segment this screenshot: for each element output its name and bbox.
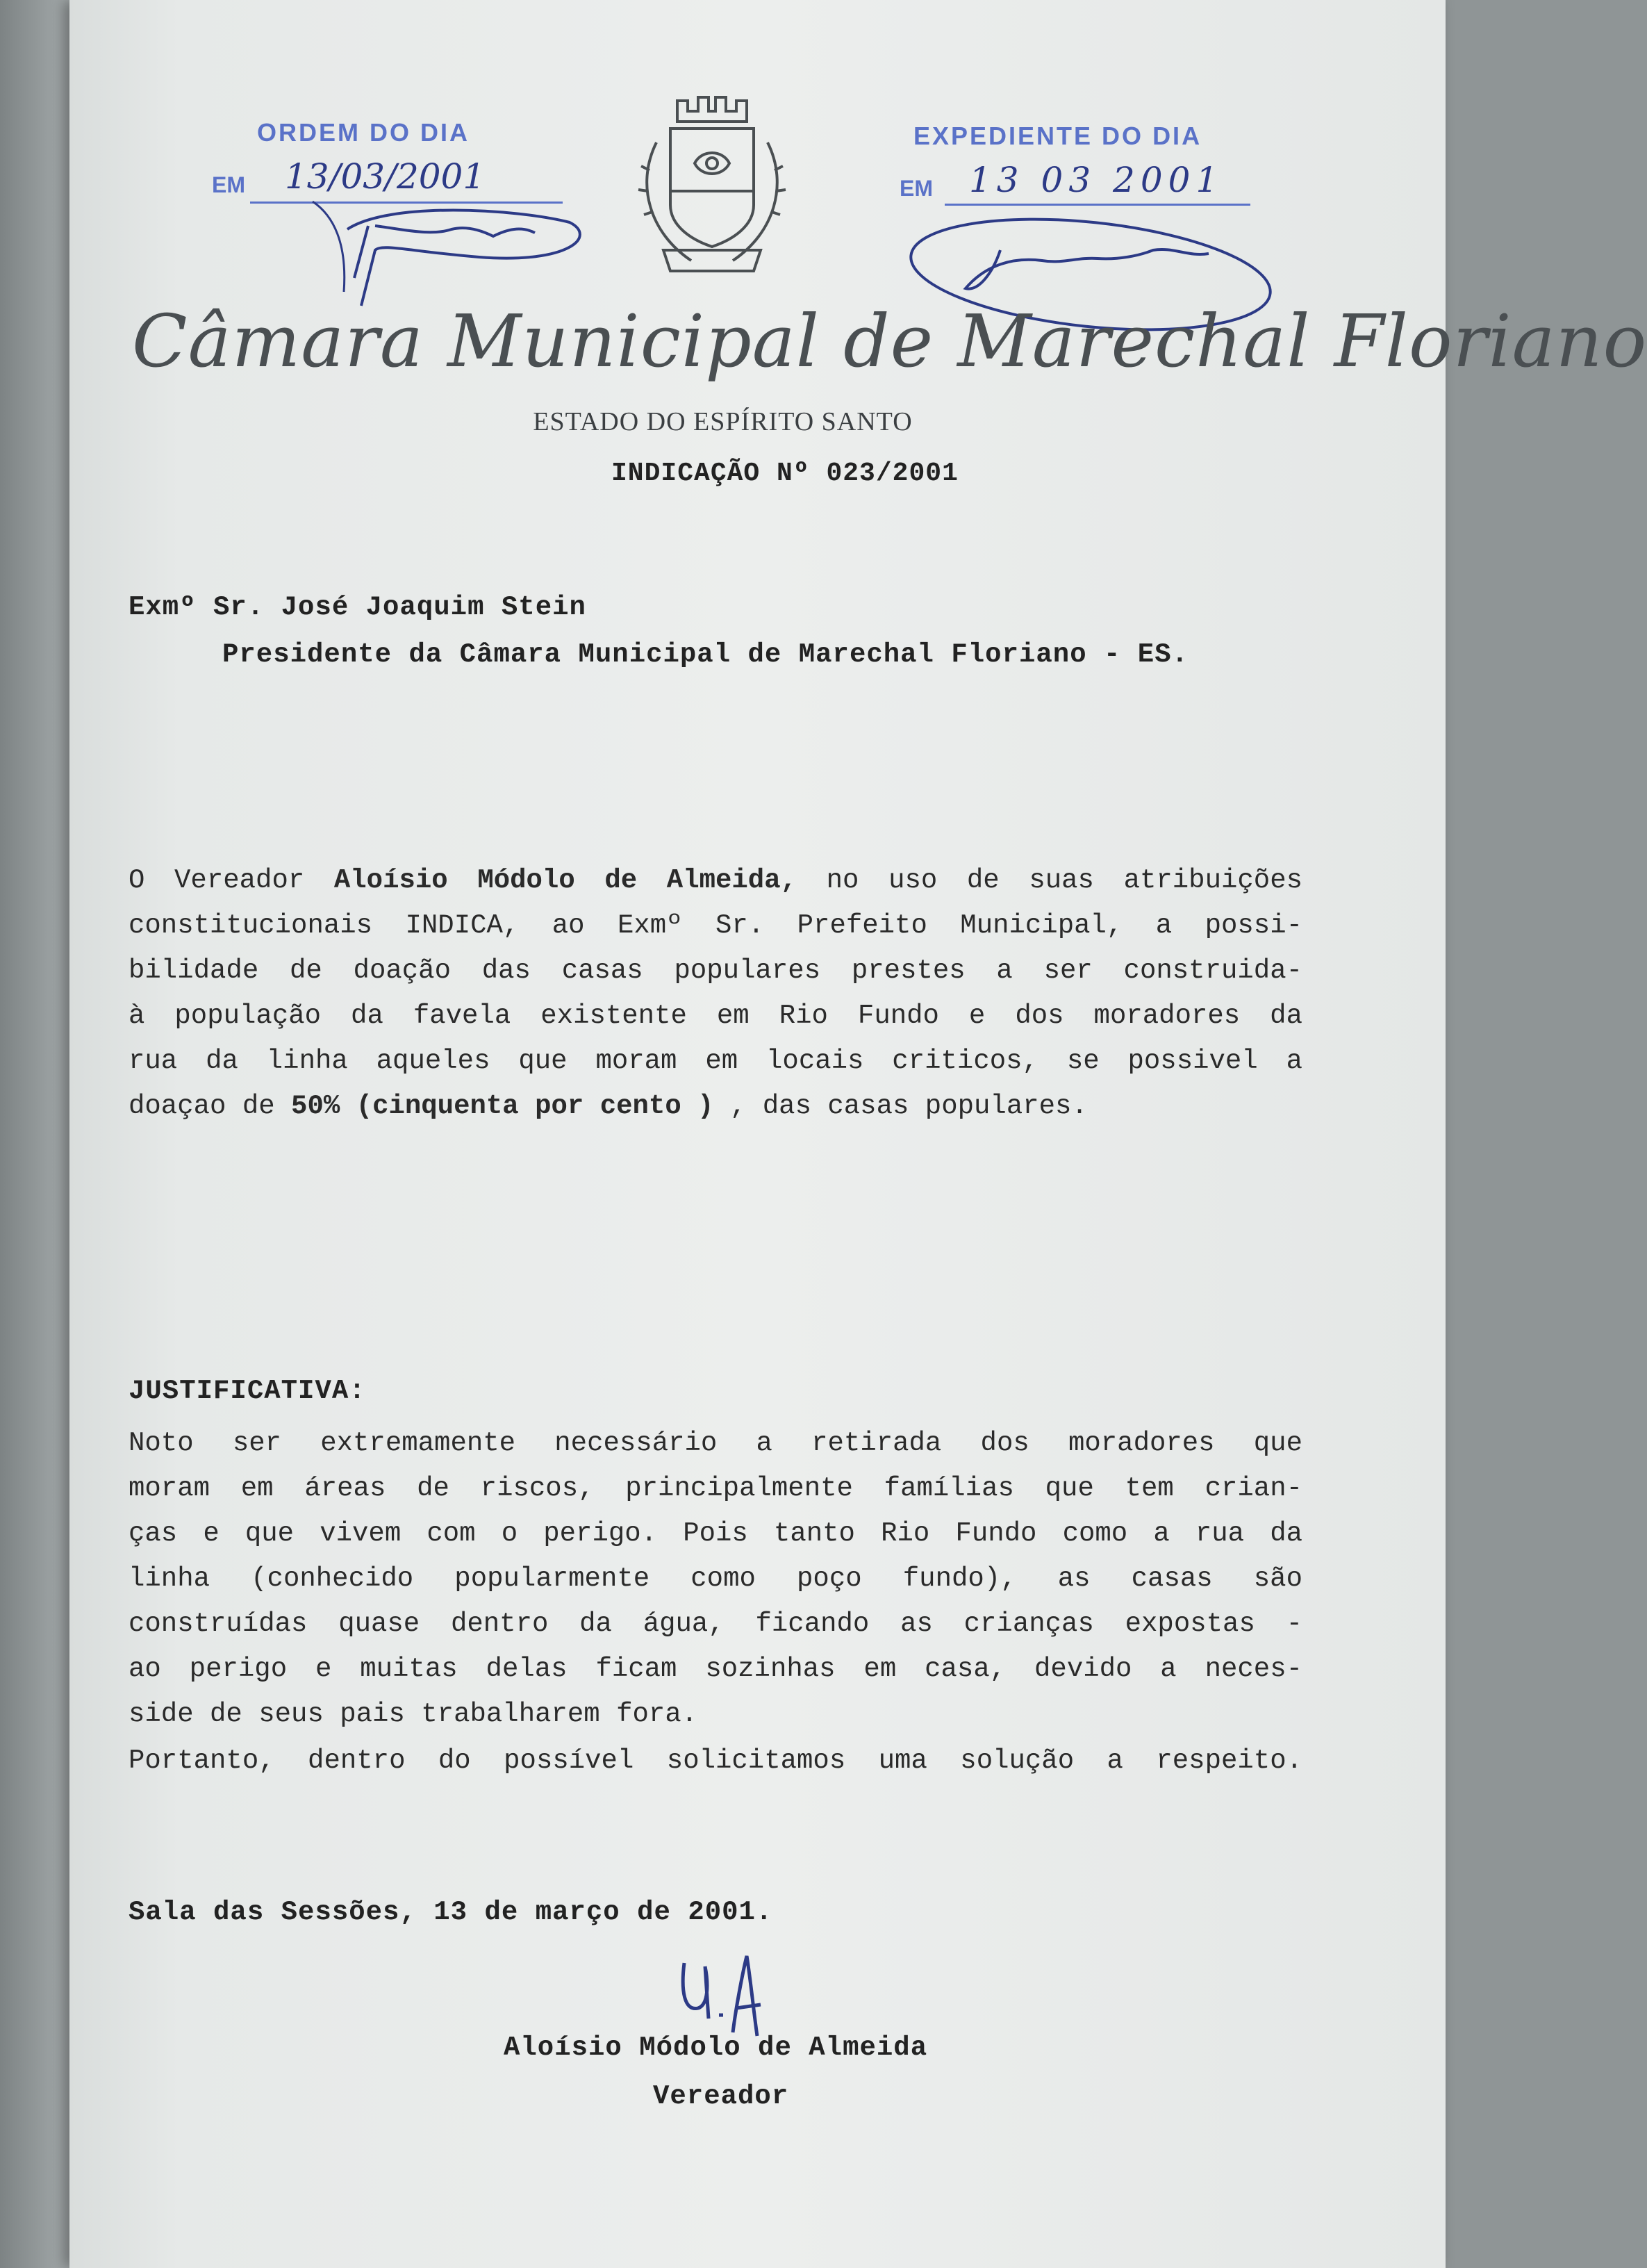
ordem-stamp-signature-icon — [306, 160, 597, 320]
justification-line: ças e que vivem com o perigo. Pois tanto Rio Fundo como a rua da — [129, 1518, 1302, 1549]
body-line: bilidade de doação das casas populares prestes a ser construida- — [129, 955, 1302, 986]
justification-line: Portanto, dentro do possível solicitamos uma solução a respeito. — [129, 1745, 1302, 1776]
ordem-stamp-heading: ORDEM DO DIA — [257, 118, 470, 147]
body-line — [129, 1091, 1302, 1121]
document-number: INDICAÇÃO Nº 023/2001 — [611, 459, 959, 488]
body-line — [129, 865, 1302, 896]
justification-line: construídas quase dentro da água, ficando as crianças expostas - — [129, 1609, 1302, 1639]
coat-of-arms-icon — [629, 87, 795, 281]
expediente-stamp-heading: EXPEDIENTE DO DIA — [913, 122, 1202, 150]
justification-line: side de seus pais trabalharem fora. — [129, 1699, 698, 1729]
institution-title: Câmara Municipal de Marechal Floriano — [132, 299, 1647, 384]
expediente-stamp-em-label: EM — [900, 176, 933, 201]
expediente-stamp-date-line — [945, 204, 1250, 206]
body-line-text: O Vereador — [129, 865, 334, 896]
body-line-text: , das casas populares. — [713, 1091, 1088, 1121]
signer-role: Vereador — [653, 2081, 789, 2112]
body-line: rua da linha aqueles que moram em locais criticos, se possivel a — [129, 1046, 1302, 1076]
justification-line: ao perigo e muitas delas ficam sozinhas em casa, devido a neces- — [129, 1654, 1302, 1684]
donation-percentage: 50% (cinquenta por cento ) — [291, 1091, 714, 1121]
body-line-text: doaçao de — [129, 1091, 292, 1121]
body-line-text: no uso de suas atribuições — [797, 865, 1303, 896]
body-line: constitucionais INDICA, ao Exmº Sr. Prefeito Municipal, a possi- — [129, 910, 1302, 941]
expediente-stamp-date: 13 03 2001 — [969, 160, 1224, 200]
ordem-stamp-date: 13/03/2001 — [285, 156, 486, 197]
justification-line: moram em áreas de riscos, principalmente famílias que tem crian- — [129, 1473, 1302, 1504]
state-subtitle: ESTADO DO ESPÍRITO SANTO — [533, 407, 913, 436]
page-edge-shadow — [0, 0, 69, 2268]
body-line: à população da favela existente em Rio Fundo e dos moradores da — [129, 1001, 1302, 1031]
councilor-name: Aloísio Módolo de Almeida, — [333, 865, 797, 896]
signer-name: Aloísio Módolo de Almeida — [504, 2032, 928, 2063]
justification-heading: JUSTIFICATIVA: — [129, 1376, 366, 1406]
place-and-date: Sala das Sessões, 13 de março de 2001. — [129, 1897, 773, 1928]
justification-line: Noto ser extremamente necessário a retirada dos moradores que — [129, 1428, 1302, 1458]
justification-line: linha (conhecido popularmente como poço fundo), as casas são — [129, 1563, 1302, 1594]
ordem-stamp-em-label: EM — [212, 172, 245, 197]
addressee-line-1: Exmº Sr. José Joaquim Stein — [129, 592, 586, 623]
addressee-line-2: Presidente da Câmara Municipal de Marechal Floriano - ES. — [222, 639, 1189, 670]
